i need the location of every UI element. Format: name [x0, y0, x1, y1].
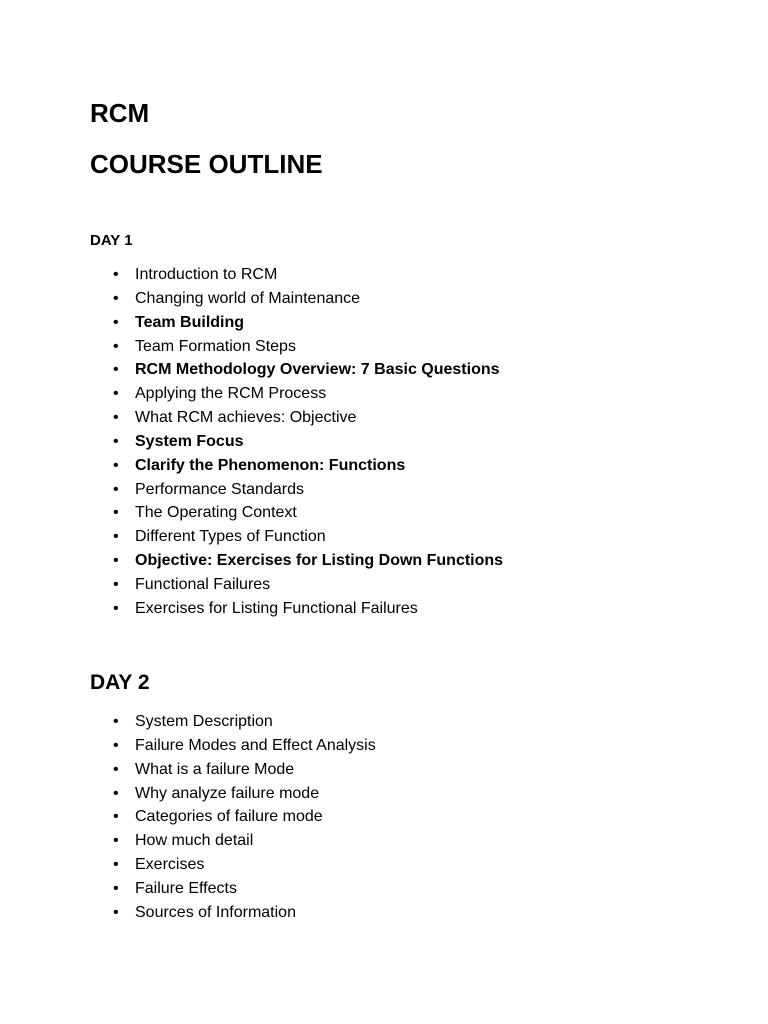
list-item-text: Functional Failures: [135, 575, 271, 593]
day1-list: [0, 263, 700, 621]
bullet-icon: •: [113, 903, 119, 921]
list-item-text: Introduction to RCM: [135, 266, 278, 283]
list-item: [0, 877, 700, 901]
list-item-text: Sources of Information: [135, 903, 296, 921]
list-item: [0, 454, 700, 478]
list-item-text: Exercises: [135, 856, 205, 874]
bullet-icon: •: [113, 856, 119, 874]
bullet-icon: •: [113, 575, 119, 593]
list-item: [0, 853, 700, 877]
list-item: [0, 758, 700, 782]
list-item-text: Clarify the Phenomenon: Functions: [135, 456, 406, 474]
bullet-icon: •: [113, 432, 119, 450]
bullet-icon: •: [113, 599, 119, 617]
list-item-text: What is a failure Mode: [135, 760, 295, 778]
list-item-text: System Description: [135, 713, 273, 730]
bullet-icon: •: [113, 361, 119, 379]
document-title: RCM: [90, 98, 150, 128]
list-item: [0, 311, 700, 335]
list-item: [0, 549, 700, 573]
list-item: [0, 335, 700, 359]
bullet-icon: •: [113, 289, 119, 307]
bullet-icon: •: [113, 456, 119, 474]
list-item: [0, 710, 700, 734]
list-item-text: Failure Effects: [135, 879, 237, 897]
bullet-icon: •: [113, 784, 119, 802]
list-item: [0, 901, 700, 925]
bullet-icon: •: [113, 808, 119, 826]
list-item-text: The Operating Context: [135, 504, 297, 522]
list-item: [0, 525, 700, 549]
bullet-icon: •: [113, 736, 119, 754]
list-item-text: How much detail: [135, 832, 254, 850]
bullet-icon: •: [113, 385, 119, 403]
list-item-text: System Focus: [135, 432, 244, 450]
list-item: [0, 829, 700, 853]
list-item-text: RCM Methodology Overview: 7 Basic Questions: [135, 361, 500, 379]
list-item: [0, 406, 700, 430]
day1-heading: DAY 1: [90, 232, 133, 249]
bullet-icon: •: [113, 337, 119, 355]
bullet-icon: •: [113, 266, 119, 283]
list-item-text: Different Types of Function: [135, 528, 326, 546]
bullet-icon: •: [113, 528, 119, 546]
list-item: [0, 263, 700, 287]
list-item-text: Team Formation Steps: [135, 337, 296, 355]
list-item-text: Failure Modes and Effect Analysis: [135, 736, 376, 754]
list-item: [0, 734, 700, 758]
bullet-icon: •: [113, 480, 119, 498]
bullet-icon: •: [113, 504, 119, 522]
list-item: [0, 782, 700, 806]
list-item-text: Why analyze failure mode: [135, 784, 320, 802]
bullet-icon: •: [113, 313, 119, 331]
bullet-icon: •: [113, 552, 119, 570]
bullet-icon: •: [113, 879, 119, 897]
list-item-text: What RCM achieves: Objective: [135, 409, 357, 427]
list-item-text: Applying the RCM Process: [135, 385, 327, 403]
document-subtitle: COURSE OUTLINE: [90, 149, 323, 179]
bullet-icon: •: [113, 832, 119, 850]
list-item-text: Team Building: [135, 313, 245, 331]
list-item: [0, 478, 700, 502]
list-item: [0, 358, 700, 382]
list-item: [0, 382, 700, 406]
list-item: [0, 805, 700, 829]
list-item-text: Performance Standards: [135, 480, 304, 498]
list-item-text: Changing world of Maintenance: [135, 289, 361, 307]
list-item: [0, 430, 700, 454]
day2-heading: DAY 2: [90, 671, 150, 694]
list-item: [0, 287, 700, 311]
list-item: [0, 597, 700, 621]
day2-list: [0, 710, 700, 925]
list-item: [0, 501, 700, 525]
list-item: [0, 573, 700, 597]
bullet-icon: •: [113, 409, 119, 427]
list-item-text: Objective: Exercises for Listing Down Functions: [135, 552, 504, 570]
list-item-text: Exercises for Listing Functional Failures: [135, 599, 418, 617]
bullet-icon: •: [113, 713, 119, 730]
list-item-text: Categories of failure mode: [135, 808, 323, 826]
bullet-icon: •: [113, 760, 119, 778]
